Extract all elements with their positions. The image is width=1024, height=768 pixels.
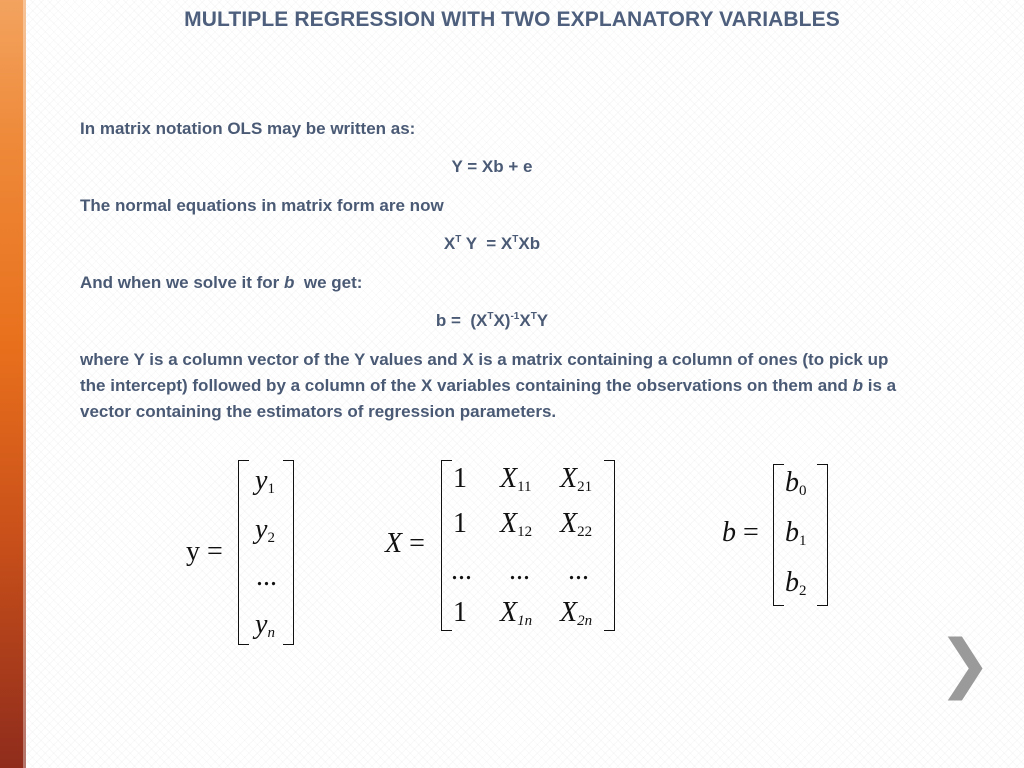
b-left-bracket	[773, 464, 784, 606]
intro-text: In matrix notation OLS may be written as:	[80, 119, 416, 138]
next-slide-arrow-icon[interactable]: ❯	[938, 627, 992, 701]
y-entry-2: $y_2$	[255, 514, 275, 546]
x-left-bracket	[441, 460, 452, 631]
b-right-bracket	[817, 464, 828, 606]
x-cell-1-2: $X_{11}$	[500, 463, 532, 495]
x-right-bracket	[604, 460, 615, 631]
x-cell-3-2: ...	[509, 555, 530, 586]
solve-text: And when we solve it for b we get:	[80, 273, 363, 292]
y-entry-1: $y_1$	[255, 465, 275, 497]
equation-model: Y = Xb + e	[451, 157, 533, 176]
y-entry-ellipsis: ...	[256, 561, 277, 592]
equation-solution: $b = (X^TX)^{-1}X^TY$	[435, 311, 549, 330]
y-left-bracket	[238, 460, 249, 645]
y-right-bracket	[283, 460, 294, 645]
x-cell-1-1: 1	[453, 463, 467, 494]
x-cell-2-1: 1	[453, 508, 467, 539]
b-entry-0: $b_0$	[785, 467, 807, 499]
x-cell-1-3: $X_{21}$	[560, 463, 593, 495]
normal-equations-text: The normal equations in matrix form are now	[80, 196, 444, 215]
x-cell-3-3: ...	[568, 555, 589, 586]
y-entry-n: $y_n$	[255, 609, 275, 641]
equation-normal: $X^T$ $Y = X^TXb$	[443, 234, 541, 253]
slide-title: MULTIPLE REGRESSION WITH TWO EXPLANATORY VARIABLES	[184, 8, 840, 31]
x-cell-2-3: $X_{22}$	[560, 508, 593, 540]
x-cell-4-3: $X_{2n}$	[560, 597, 593, 629]
x-matrix-lhs: X =	[385, 528, 425, 559]
x-cell-2-2: $X_{12}$	[500, 508, 533, 540]
b-entry-2: $b_2$	[785, 567, 807, 599]
explanation-paragraph: where Y is a column vector of the Y values and X is a matrix containing a column of ones (to pick up the intercept) followed by a column of the X variables containing the observations on them and b is a vector containing the estimators of regression parameters.	[80, 350, 897, 421]
b-entry-1: $b_1$	[785, 517, 807, 549]
b-vector-lhs: b =	[722, 517, 759, 548]
x-cell-4-2: $X_{1n}$	[500, 597, 533, 629]
y-vector-lhs: y =	[186, 536, 223, 567]
x-cell-4-1: 1	[453, 597, 467, 628]
x-cell-3-1: ...	[451, 555, 472, 586]
accent-side-bar	[0, 0, 26, 768]
